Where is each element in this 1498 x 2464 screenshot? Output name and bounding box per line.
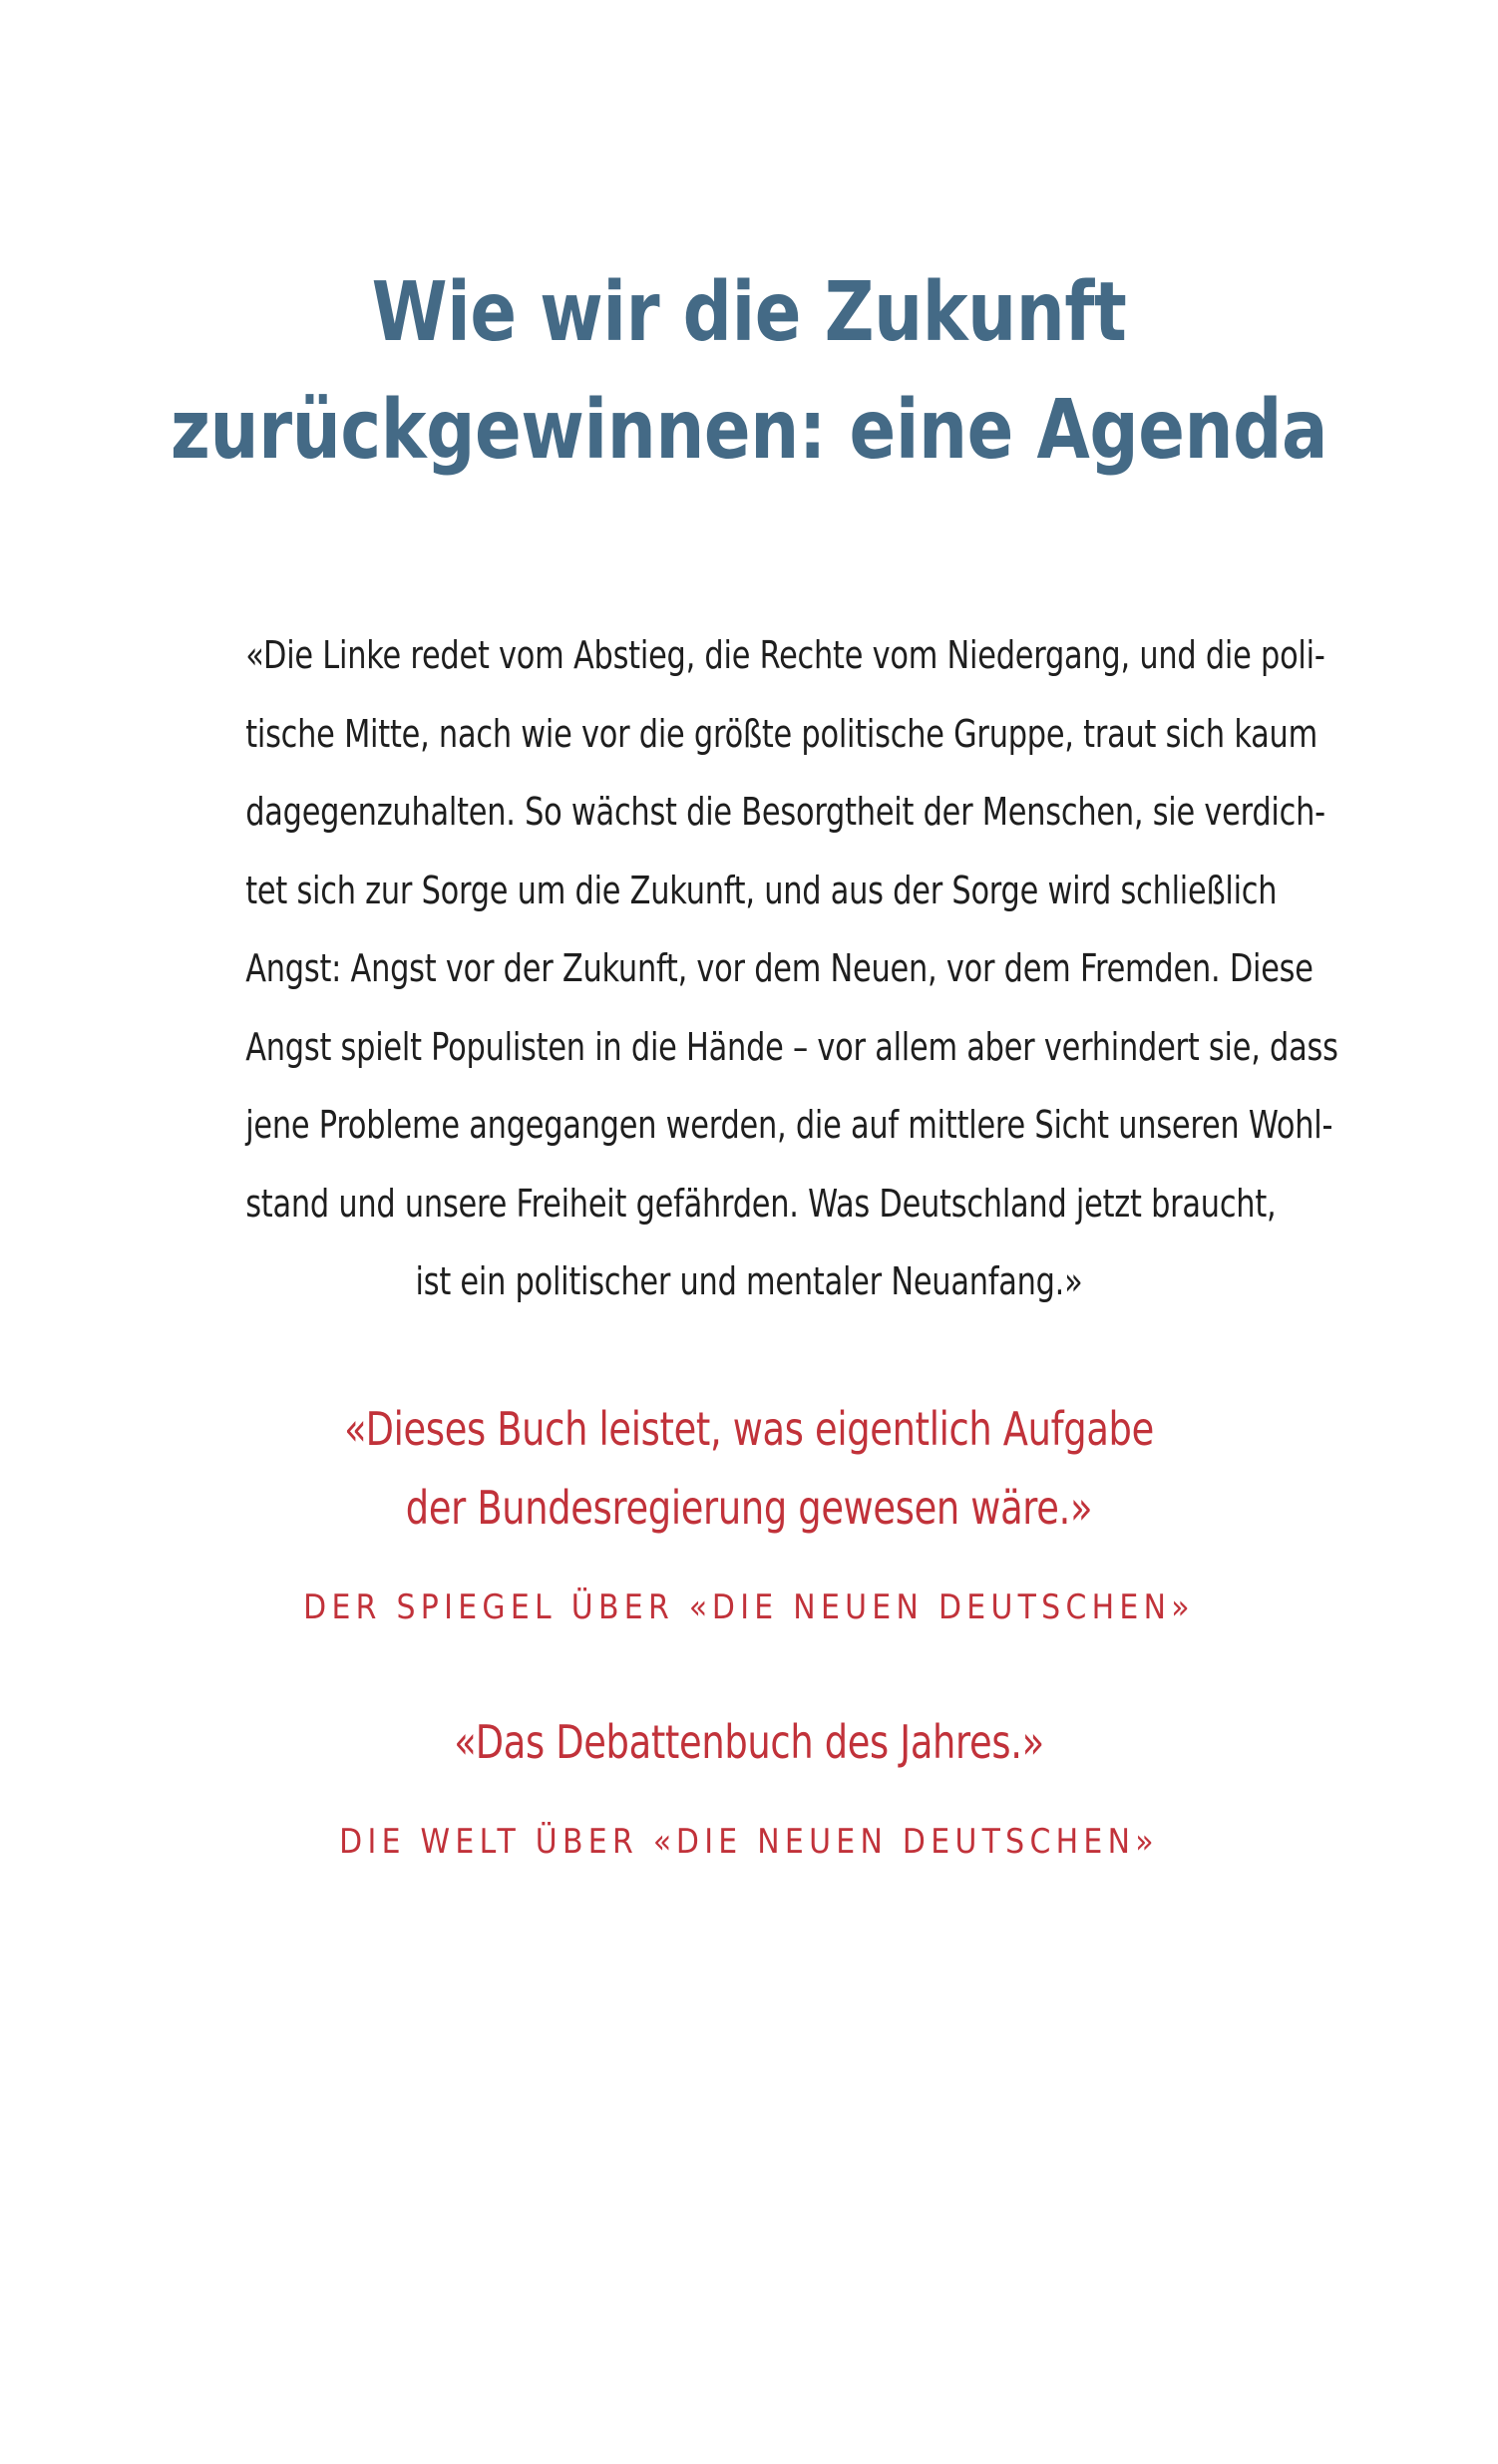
press-quote-welt xyxy=(150,1703,1348,1782)
blurb-paragraph xyxy=(245,616,1338,1321)
blurb-line: Angst spielt Populisten in die Hände – vor allem aber verhindert sie, dass xyxy=(245,1024,1338,1069)
quote-source-spiegel: DER SPIEGEL ÜBER «DIE NEUEN DEUTSCHEN» xyxy=(303,1587,1195,1627)
blurb-line: dagegenzuhalten. So wächst die Besorgtheit der Menschen, sie verdich- xyxy=(245,790,1325,834)
blurb-line: jene Probleme angegangen werden, die auf mittlere Sicht unseren Wohl- xyxy=(245,1103,1333,1147)
quote-line: der Bundesregierung gewesen wäre.» xyxy=(405,1481,1093,1535)
blurb-line: tet sich zur Sorge um die Zukunft, und aus der Sorge wird schließlich xyxy=(245,868,1278,912)
title-line-1: Wie wir die Zukunft xyxy=(371,265,1127,360)
blurb-line: stand und unsere Freiheit gefährden. Was Deutschland jetzt braucht, xyxy=(245,1181,1277,1226)
blurb-line: «Die Linke redet vom Abstieg, die Rechte vom Niedergang, und die poli- xyxy=(245,633,1325,677)
blurb-line: tische Mitte, nach wie vor die größte politische Gruppe, traut sich kaum xyxy=(245,711,1317,756)
blurb-line: ist ein politischer und mentaler Neuanfang.» xyxy=(415,1259,1083,1303)
quote-source-welt: DIE WELT ÜBER «DIE NEUEN DEUTSCHEN» xyxy=(339,1822,1159,1862)
quote-line: «Dieses Buch leistet, was eigentlich Aufgabe xyxy=(344,1402,1154,1456)
title-line-2: zurückgewinnen: eine Agenda xyxy=(170,383,1328,478)
page-title xyxy=(120,254,1378,490)
quote-line: «Das Debattenbuch des Jahres.» xyxy=(454,1715,1044,1769)
press-quote-spiegel xyxy=(150,1390,1348,1548)
blurb-line: Angst: Angst vor der Zukunft, vor dem Neuen, vor dem Fremden. Diese xyxy=(245,946,1313,990)
